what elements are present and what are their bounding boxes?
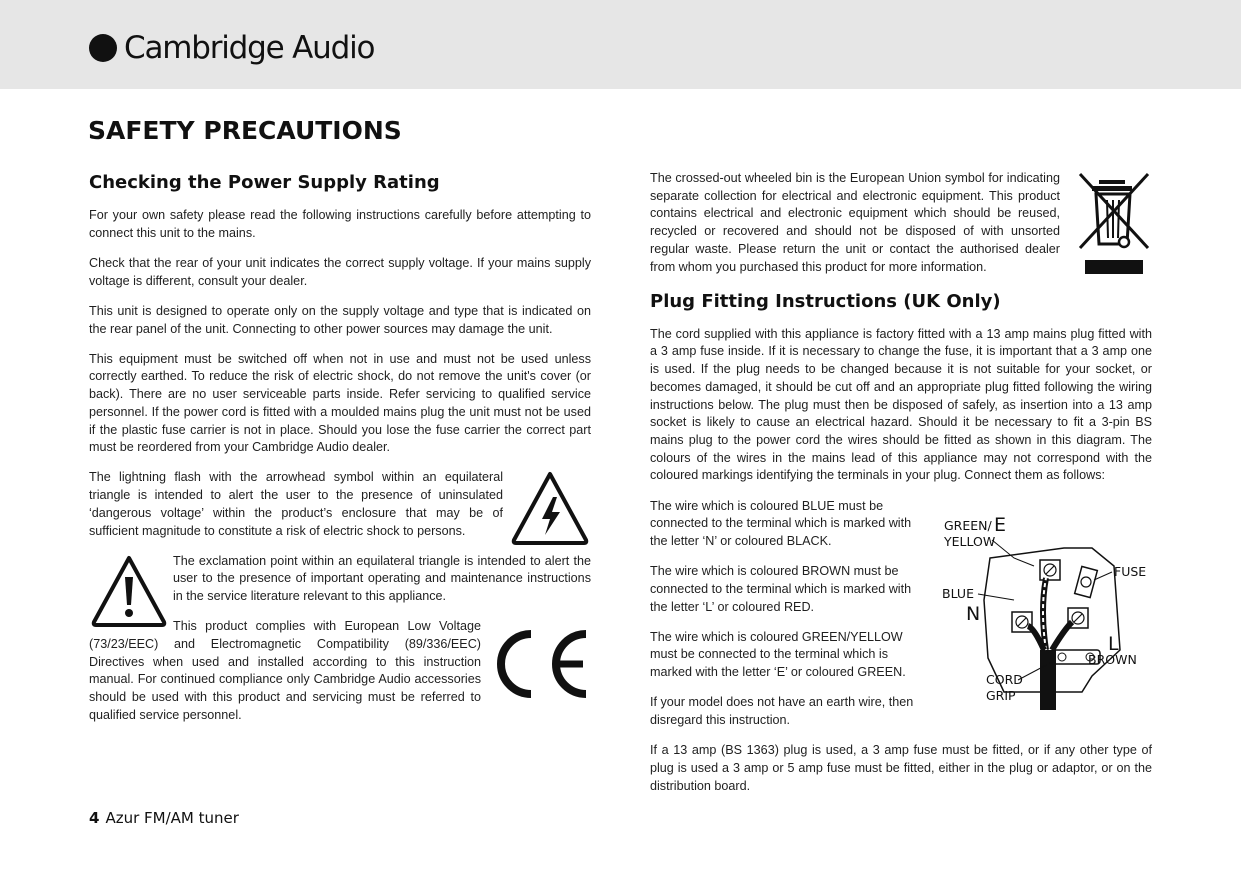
paragraph: The wire which is coloured BROWN must be connected to the terminal which is marked with the letter ‘L’ or coloured RED. <box>650 564 912 614</box>
lightning-warning-block <box>89 469 591 540</box>
paragraph: The lightning flash with the arrowhead symbol within an equilateral triangle is intended to alert the user to the presence of uninsulated ‘dangerous voltage’ within the product’s enclosure that may be of sufficient magnitude to constitute a risk of electric shock to persons. <box>89 470 503 538</box>
right-column <box>650 170 1152 808</box>
paragraph: This product complies with European Low Voltage (73/23/EEC) and Electromagnetic Compatibility (89/336/EEC) Directives when used and installed according to this instruction manual. For continued compliance only Cambridge Audio accessories should be used with this product and servicing must be referred to qualified service personnel. <box>89 619 481 722</box>
yellow-label: YELLOW <box>944 533 996 549</box>
wiring-instructions <box>650 498 920 730</box>
paragraph: This unit is designed to operate only on the supply voltage and type that is indicated on the rear panel of the unit. Connecting to other power sources may damage the unit. <box>89 303 591 336</box>
paragraph: Check that the rear of your unit indicates the correct supply voltage. If your mains supply voltage is different, consult your dealer. <box>89 255 591 288</box>
paragraph: The crossed-out wheeled bin is the European Union symbol for indicating separate collection for electrical and electronic equipment. This product contains electrical and electronic equipment which should be reused, recycled or recovered and should not be disposed of with unsorted regular waste. Please return the unit or contact the authorised dealer from whom you purchased this product for more information. <box>650 171 1060 274</box>
page-number: 4 <box>89 809 100 827</box>
left-column <box>89 170 591 737</box>
plug-fitting-heading: Plug Fitting Instructions (UK Only) <box>650 290 1001 312</box>
page-title: SAFETY PRECAUTIONS <box>88 116 402 145</box>
logo-circle-icon <box>88 33 118 63</box>
earth-letter: E <box>994 513 1007 536</box>
brand-name: Cambridge Audio <box>124 30 375 66</box>
power-supply-heading: Checking the Power Supply Rating <box>89 172 440 193</box>
grip-label: GRIP <box>986 687 1016 703</box>
exclamation-warning-block <box>89 553 591 606</box>
live-letter: L <box>1108 632 1119 655</box>
paragraph: The exclamation point within an equilateral triangle is intended to alert the user to the presence of important operating and maintenance instructions in the service literature relevant to this appliance. <box>173 553 591 604</box>
wiring-section <box>650 498 1152 730</box>
green-label: GREEN/ <box>944 517 992 533</box>
paragraph: The wire which is coloured BLUE must be connected to the terminal which is marked with the letter ‘N’ or coloured BLACK. <box>650 498 912 548</box>
ce-compliance-block <box>89 618 591 724</box>
exclamation-warning-icon <box>89 553 169 629</box>
paragraph: The cord supplied with this appliance is factory fitted with a 13 amp mains plug fitted with a 3 amp fuse inside. If it is necessary to change the fuse, it is important that a 3 amp one is used. If the plug needs to be changed because it is not suitable for your socket, or becomes damaged, it should be cut off and an appropriate plug fitted following the wiring instructions below. The plug must then be disposed of safely, as insertion into a 13 amp socket is likely to cause an electrical hazard. Should it be necessary to fit a 3-pin BS mains plug to the power cord the wires should be fitted as shown in this diagram. The colours of the wires in the mains lead of this appliance may not correspond with the coloured markings identifying the terminals in your plug. Connect them as follows: <box>650 326 1152 483</box>
page-footer <box>89 808 239 828</box>
ce-mark-icon <box>491 624 591 704</box>
lightning-warning-icon <box>509 469 591 547</box>
cord-label: CORD <box>986 671 1023 687</box>
paragraph: For your own safety please read the following instructions carefully before attempting to connect this unit to the mains. <box>89 208 591 240</box>
paragraph: If your model does not have an earth wire, then disregard this instruction. <box>650 695 914 728</box>
plug-wiring-diagram <box>942 500 1152 710</box>
paragraph: If a 13 amp (BS 1363) plug is used, a 3 amp fuse must be fitted, or if any other type of plug is used a 3 amp or 5 amp fuse must be fitted, either in the plug or adaptor, or on the distribution board. <box>650 743 1152 793</box>
product-name: Azur FM/AM tuner <box>105 809 239 827</box>
fuse-label: FUSE <box>1114 563 1147 579</box>
brown-label: BROWN <box>1088 651 1137 667</box>
brand-logo <box>88 28 374 68</box>
weee-block <box>650 170 1152 276</box>
blue-label: BLUE <box>942 585 974 601</box>
paragraph: The wire which is coloured GREEN/YELLOW must be connected to the terminal which is marked with the letter ‘E’ or coloured GREEN. <box>650 629 906 680</box>
paragraph: This equipment must be switched off when not in use and must not be used unless correctly earthed. To reduce the risk of electric shock, do not remove the unit's cover (or back). There are no user serviceable parts inside. Refer servicing to qualified service personnel. If the power cord is fitted with a moulded mains plug the unit must not be used if the plastic fuse carrier is not in place. Should you lose the fuse carrier the correct part must be reordered from your Cambridge Audio dealer. <box>89 351 591 455</box>
neutral-letter: N <box>966 602 981 625</box>
crossed-bin-icon <box>1076 172 1152 280</box>
